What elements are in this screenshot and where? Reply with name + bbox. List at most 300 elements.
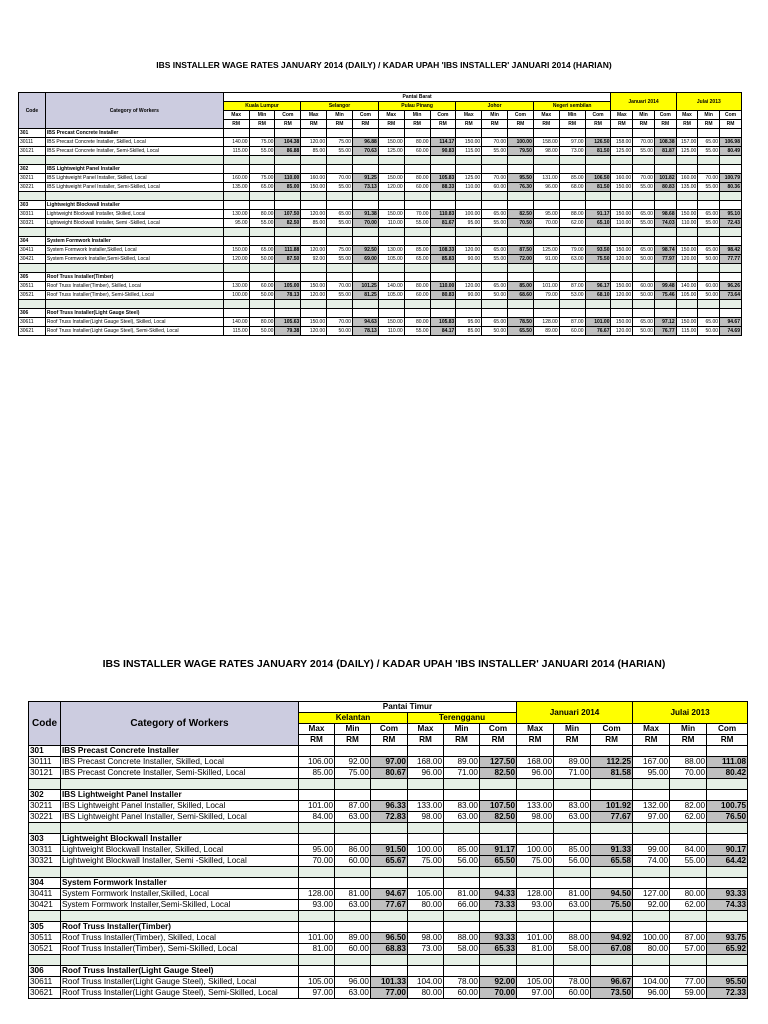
cell-com: 110.00 (275, 174, 301, 183)
cell-value: 55.00 (633, 147, 655, 156)
cell-value: 110.00 (611, 219, 633, 228)
cell-value: 70.00 (404, 210, 430, 219)
spacer-cell (19, 192, 46, 201)
cell-value: 80.00 (404, 174, 430, 183)
cell-value: 130.00 (223, 210, 249, 219)
cell-value: 150.00 (611, 246, 633, 255)
group-name: Lightweight Blockwall Installer (61, 834, 299, 845)
cell-com: 79.50 (508, 147, 534, 156)
spacer-cell (633, 264, 655, 273)
group-name: Roof Truss Installer(Light Gauge Steel) (45, 309, 223, 318)
cell-value: 70.00 (299, 856, 335, 867)
cell-value: 50.00 (249, 291, 275, 300)
cell-com: 81.50 (585, 183, 611, 192)
empty-cell (223, 129, 249, 138)
spacer-cell (585, 156, 611, 165)
spacer-cell (327, 228, 353, 237)
spacer-cell (408, 911, 444, 922)
cell-value: 125.00 (456, 174, 482, 183)
cell-value: 75.00 (249, 138, 275, 147)
cell-value: 70.00 (327, 282, 353, 291)
spacer-cell (676, 228, 698, 237)
cell-com: 74.33 (707, 900, 748, 911)
spacer-cell (508, 156, 534, 165)
cell-value: 157.00 (676, 138, 698, 147)
group-header-row (29, 966, 748, 977)
spacer-cell (301, 156, 327, 165)
group-header-row (19, 309, 742, 318)
empty-cell (670, 790, 707, 801)
cell-value: 150.00 (378, 318, 404, 327)
cell-value: 78.00 (554, 977, 591, 988)
cell-com: 94.50 (591, 889, 633, 900)
cell-value: 83.00 (444, 801, 480, 812)
cell-com: 93.33 (707, 889, 748, 900)
empty-cell (352, 273, 378, 282)
header-max: Max (301, 111, 327, 120)
cell-com: 80.83 (654, 183, 676, 192)
cell-com: 77.97 (654, 255, 676, 264)
spacer-cell (29, 955, 61, 966)
cell-com: 76.30 (508, 183, 534, 192)
cell-value: 98.00 (533, 147, 559, 156)
header-rm: RM (698, 120, 720, 129)
empty-cell (352, 129, 378, 138)
cell-value: 63.00 (559, 255, 585, 264)
spacer-cell (559, 156, 585, 165)
spacer-cell (720, 192, 742, 201)
table-row (29, 977, 748, 988)
spacer-cell (633, 156, 655, 165)
spacer-cell (299, 823, 335, 834)
spacer-cell (275, 192, 301, 201)
cell-value: 81.00 (299, 944, 335, 955)
cell-value: 96.00 (533, 183, 559, 192)
spacer-cell (299, 779, 335, 790)
empty-cell (352, 309, 378, 318)
cell-com: 77.77 (720, 255, 742, 264)
empty-cell (430, 237, 456, 246)
spacer-cell (223, 264, 249, 273)
header-min: Min (335, 724, 371, 735)
spacer-cell (585, 264, 611, 273)
spacer-cell (275, 228, 301, 237)
spacer-cell (720, 156, 742, 165)
header-com: Com (430, 111, 456, 120)
group-spacer-row (29, 779, 748, 790)
empty-cell (249, 273, 275, 282)
header-region: Terengganu (408, 713, 517, 724)
empty-cell (698, 201, 720, 210)
cell-value: 88.00 (554, 933, 591, 944)
spacer-cell (633, 192, 655, 201)
cell-com: 76.77 (654, 327, 676, 336)
cell-com: 79.38 (275, 327, 301, 336)
cell-com: 94.67 (371, 889, 408, 900)
cell-value: 60.00 (633, 282, 655, 291)
header-max: Max (378, 111, 404, 120)
empty-cell (670, 922, 707, 933)
cell-value: 75.00 (335, 768, 371, 779)
group-code: 305 (29, 922, 61, 933)
cell-value: 81.00 (517, 944, 554, 955)
spacer-cell (517, 823, 554, 834)
empty-cell (408, 834, 444, 845)
empty-cell (611, 129, 633, 138)
cell-value: 56.00 (444, 856, 480, 867)
empty-cell (670, 966, 707, 977)
header-rm: RM (249, 120, 275, 129)
header-rm: RM (670, 735, 707, 746)
header-rm: RM (371, 735, 408, 746)
cell-value: 88.00 (444, 933, 480, 944)
spacer-cell (480, 955, 517, 966)
cell-com: 78.13 (352, 327, 378, 336)
cell-value: 91.00 (533, 255, 559, 264)
header-rm: RM (456, 120, 482, 129)
group-spacer-row (19, 192, 742, 201)
cell-value: 55.00 (633, 183, 655, 192)
cell-com: 92.00 (480, 977, 517, 988)
header-max: Max (533, 111, 559, 120)
spacer-cell (19, 264, 46, 273)
cell-value: 62.00 (670, 812, 707, 823)
cell-value: 115.00 (223, 327, 249, 336)
empty-cell (444, 834, 480, 845)
cell-value: 55.00 (249, 147, 275, 156)
cell-com: 105.63 (275, 318, 301, 327)
group-code: 306 (29, 966, 61, 977)
cell-com: 105.83 (430, 174, 456, 183)
cell-value: 71.00 (554, 768, 591, 779)
empty-cell (482, 201, 508, 210)
spacer-cell (430, 264, 456, 273)
cell-value: 60.00 (404, 147, 430, 156)
spacer-cell (508, 228, 534, 237)
cell-com: 86.88 (275, 147, 301, 156)
group-spacer-row (19, 300, 742, 309)
empty-cell (508, 237, 534, 246)
cell-com: 81.50 (585, 147, 611, 156)
cell-value: 140.00 (676, 282, 698, 291)
empty-cell (611, 201, 633, 210)
header-rm: RM (633, 120, 655, 129)
spacer-cell (444, 823, 480, 834)
header-rm: RM (611, 120, 633, 129)
cell-com: 96.50 (371, 933, 408, 944)
table-row (29, 768, 748, 779)
table-row (29, 944, 748, 955)
wage-table-pantai-timur (28, 701, 748, 999)
cell-value: 81.00 (335, 889, 371, 900)
cell-value: 80.00 (404, 138, 430, 147)
cell-value: 50.00 (249, 327, 275, 336)
cell-value: 55.00 (698, 147, 720, 156)
cell-com: 82.50 (275, 219, 301, 228)
cell-value: 98.00 (408, 933, 444, 944)
cell-com: 70.00 (352, 219, 378, 228)
cell-value: 60.00 (249, 282, 275, 291)
cell-com: 77.67 (591, 812, 633, 823)
cell-value: 75.00 (408, 856, 444, 867)
cell-com: 73.13 (352, 183, 378, 192)
cell-value: 130.00 (378, 246, 404, 255)
cell-value: 85.00 (456, 327, 482, 336)
cell-value: 70.00 (633, 174, 655, 183)
cell-value: 65.00 (633, 246, 655, 255)
spacer-cell (371, 779, 408, 790)
cell-value: 89.00 (444, 757, 480, 768)
cell-value: 158.00 (611, 138, 633, 147)
cell-com: 77.67 (371, 900, 408, 911)
cell-value: 128.00 (299, 889, 335, 900)
table-row (19, 291, 742, 300)
cell-com: 68.83 (371, 944, 408, 955)
cell-value: 105.00 (676, 291, 698, 300)
group-code: 302 (29, 790, 61, 801)
empty-cell (698, 237, 720, 246)
header-rm: RM (585, 120, 611, 129)
empty-cell (482, 273, 508, 282)
cell-value: 131.00 (533, 174, 559, 183)
cell-value: 60.00 (404, 291, 430, 300)
spacer-cell (352, 192, 378, 201)
cell-value: 65.00 (249, 183, 275, 192)
row-code: 30511 (19, 282, 46, 291)
cell-value: 65.00 (698, 210, 720, 219)
spacer-cell (559, 228, 585, 237)
row-code: 30311 (19, 210, 46, 219)
cell-value: 55.00 (482, 219, 508, 228)
cell-value: 50.00 (633, 291, 655, 300)
empty-cell (517, 790, 554, 801)
empty-cell (559, 201, 585, 210)
cell-value: 65.00 (482, 282, 508, 291)
header-region: Kuala Lumpur (223, 102, 301, 111)
spacer-cell (404, 300, 430, 309)
spacer-cell (327, 264, 353, 273)
spacer-cell (654, 300, 676, 309)
cell-com: 107.50 (480, 801, 517, 812)
header-com: Com (480, 724, 517, 735)
empty-cell (654, 165, 676, 174)
empty-cell (430, 309, 456, 318)
spacer-cell (611, 156, 633, 165)
empty-cell (720, 165, 742, 174)
empty-cell (633, 790, 670, 801)
empty-cell (591, 966, 633, 977)
cell-com: 110.00 (430, 282, 456, 291)
cell-com: 78.50 (508, 318, 534, 327)
group-spacer-row (19, 228, 742, 237)
page-title-bottom: IBS INSTALLER WAGE RATES JANUARY 2014 (DAILY) / KADAR UPAH 'IBS INSTALLER' JANUARI 2014 (HARIAN) (102, 658, 666, 670)
cell-value: 87.00 (559, 282, 585, 291)
empty-cell (533, 237, 559, 246)
cell-com: 65.92 (707, 944, 748, 955)
cell-com: 81.58 (591, 768, 633, 779)
spacer-cell (444, 867, 480, 878)
cell-value: 62.00 (670, 900, 707, 911)
header-min: Min (482, 111, 508, 120)
cell-value: 88.00 (670, 757, 707, 768)
spacer-cell (327, 300, 353, 309)
empty-cell (275, 165, 301, 174)
spacer-cell (554, 867, 591, 878)
spacer-cell (611, 192, 633, 201)
row-description: Roof Truss Installer(Timber), Skilled, Local (45, 282, 223, 291)
empty-cell (554, 966, 591, 977)
spacer-cell (554, 955, 591, 966)
cell-value: 101.00 (517, 933, 554, 944)
cell-value: 110.00 (456, 183, 482, 192)
cell-com: 100.79 (720, 174, 742, 183)
empty-cell (554, 922, 591, 933)
empty-cell (275, 129, 301, 138)
empty-cell (559, 273, 585, 282)
empty-cell (275, 273, 301, 282)
cell-value: 168.00 (408, 757, 444, 768)
empty-cell (223, 201, 249, 210)
empty-cell (299, 922, 335, 933)
cell-com: 111.88 (275, 246, 301, 255)
row-description: IBS Precast Concrete Installer, Semi-Skilled, Local (61, 768, 299, 779)
header-max: Max (456, 111, 482, 120)
spacer-cell (249, 156, 275, 165)
group-name: Roof Truss Installer(Timber) (61, 922, 299, 933)
header-region: Kelantan (299, 713, 408, 724)
group-header-row (29, 790, 748, 801)
empty-cell (654, 273, 676, 282)
empty-cell (591, 922, 633, 933)
empty-cell (585, 129, 611, 138)
row-description: Lightweight Blockwall Installer, Skilled, Local (61, 845, 299, 856)
group-header-row (29, 922, 748, 933)
empty-cell (611, 237, 633, 246)
row-description: Lightweight Blockwall Installer, Skilled, Local (45, 210, 223, 219)
cell-com: 80.67 (371, 768, 408, 779)
empty-cell (517, 922, 554, 933)
empty-cell (444, 746, 480, 757)
cell-com: 126.50 (585, 138, 611, 147)
header-rm: RM (408, 735, 444, 746)
table-row (19, 282, 742, 291)
cell-com: 99.48 (654, 282, 676, 291)
spacer-cell (585, 300, 611, 309)
cell-value: 55.00 (327, 183, 353, 192)
cell-value: 104.00 (633, 977, 670, 988)
cell-com: 75.50 (591, 900, 633, 911)
spacer-cell (554, 911, 591, 922)
spacer-cell (378, 300, 404, 309)
row-description: IBS Lightweight Panel Installer, Skilled, Local (61, 801, 299, 812)
cell-value: 150.00 (378, 210, 404, 219)
empty-cell (327, 129, 353, 138)
spacer-cell (19, 228, 46, 237)
cell-value: 120.00 (301, 210, 327, 219)
table-row (19, 255, 742, 264)
cell-value: 65.00 (633, 210, 655, 219)
spacer-cell (676, 264, 698, 273)
empty-cell (249, 237, 275, 246)
spacer-cell (275, 156, 301, 165)
cell-value: 85.00 (559, 174, 585, 183)
spacer-cell (707, 911, 748, 922)
spacer-cell (249, 192, 275, 201)
header-min: Min (698, 111, 720, 120)
cell-value: 50.00 (698, 255, 720, 264)
empty-cell (559, 309, 585, 318)
spacer-cell (430, 300, 456, 309)
empty-cell (554, 790, 591, 801)
row-code: 30221 (29, 812, 61, 823)
spacer-cell (299, 911, 335, 922)
spacer-cell (508, 264, 534, 273)
spacer-cell (720, 300, 742, 309)
empty-cell (249, 201, 275, 210)
cell-value: 105.00 (378, 255, 404, 264)
empty-cell (456, 273, 482, 282)
row-code: 30421 (19, 255, 46, 264)
empty-cell (352, 165, 378, 174)
empty-cell (585, 237, 611, 246)
cell-com: 82.50 (508, 210, 534, 219)
cell-com: 93.75 (707, 933, 748, 944)
header-rm: RM (430, 120, 456, 129)
row-code: 30421 (29, 900, 61, 911)
cell-value: 57.00 (670, 944, 707, 955)
spacer-cell (408, 867, 444, 878)
spacer-cell (554, 823, 591, 834)
cell-value: 79.00 (559, 246, 585, 255)
group-name: Roof Truss Installer(Timber) (45, 273, 223, 282)
cell-value: 120.00 (456, 246, 482, 255)
empty-cell (508, 273, 534, 282)
cell-value: 70.00 (482, 138, 508, 147)
cell-value: 95.00 (299, 845, 335, 856)
spacer-cell (591, 911, 633, 922)
cell-com: 80.49 (720, 147, 742, 156)
cell-com: 82.50 (480, 812, 517, 823)
cell-value: 105.00 (299, 977, 335, 988)
table-row (19, 138, 742, 147)
cell-com: 100.00 (508, 138, 534, 147)
header-max: Max (299, 724, 335, 735)
spacer-cell (533, 264, 559, 273)
empty-cell (456, 201, 482, 210)
cell-value: 100.00 (223, 291, 249, 300)
spacer-cell (585, 228, 611, 237)
empty-cell (404, 129, 430, 138)
cell-value: 92.00 (335, 757, 371, 768)
spacer-cell (559, 300, 585, 309)
cell-value: 95.00 (456, 219, 482, 228)
cell-value: 101.00 (533, 282, 559, 291)
spacer-cell (707, 823, 748, 834)
spacer-cell (19, 300, 46, 309)
cell-value: 55.00 (482, 147, 508, 156)
cell-value: 120.00 (611, 327, 633, 336)
empty-cell (591, 746, 633, 757)
cell-value: 88.00 (559, 210, 585, 219)
cell-value: 85.00 (404, 246, 430, 255)
cell-value: 120.00 (611, 291, 633, 300)
group-name: IBS Precast Concrete Installer (61, 746, 299, 757)
cell-value: 53.00 (559, 291, 585, 300)
cell-com: 91.38 (352, 210, 378, 219)
cell-com: 76.67 (585, 327, 611, 336)
cell-com: 106.50 (585, 174, 611, 183)
table-row (29, 757, 748, 768)
